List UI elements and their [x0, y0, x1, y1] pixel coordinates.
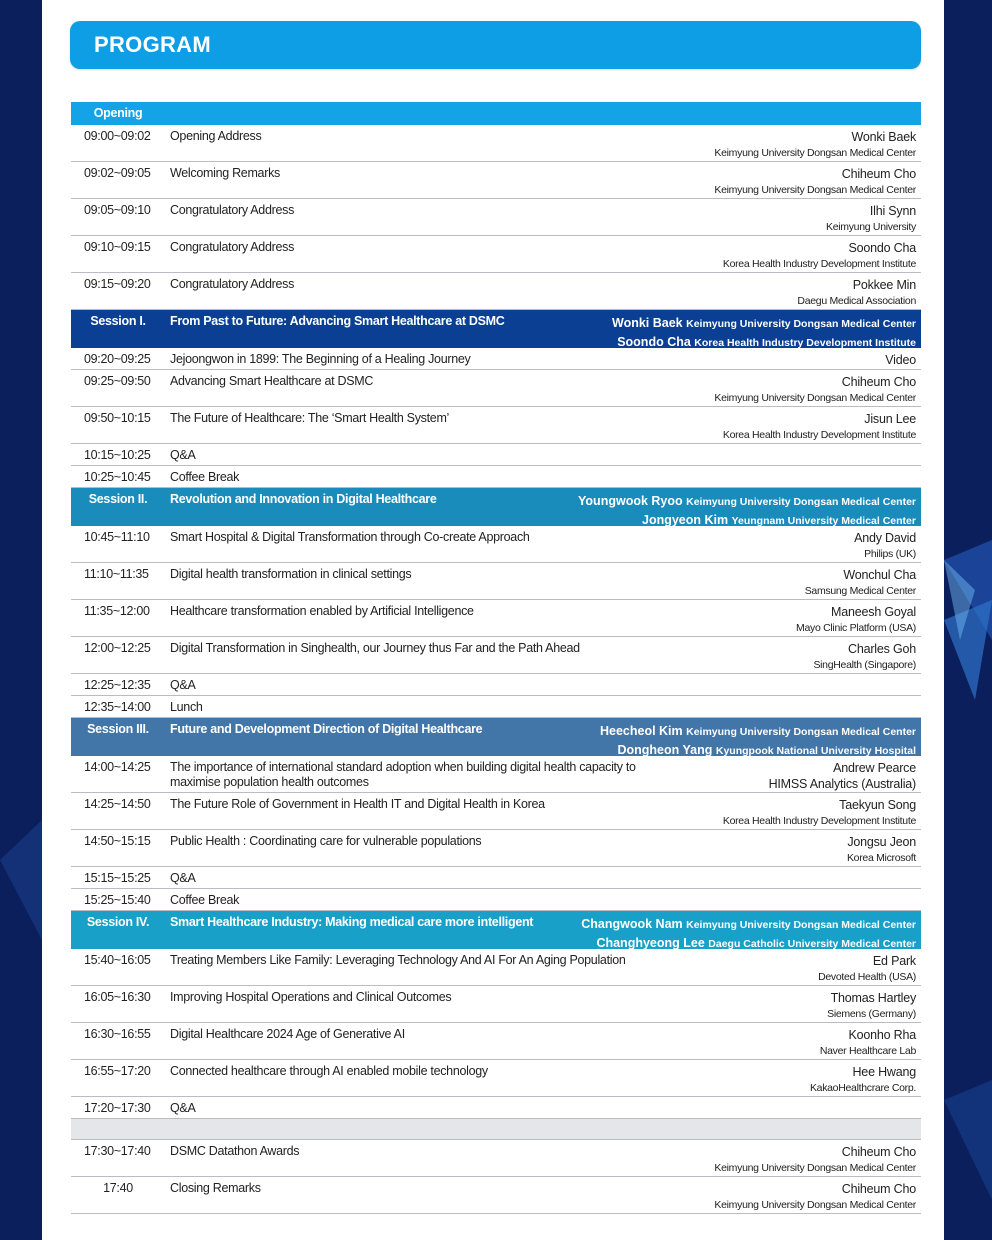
row-time: 16:30~16:55: [84, 1027, 151, 1041]
row-time: 09:20~09:25: [84, 352, 151, 366]
row-title: Q&A: [170, 678, 196, 692]
chair-org: Keimyung University Dongsan Medical Center: [686, 726, 916, 738]
row-speaker: [723, 797, 916, 829]
session-chairs: [578, 492, 916, 530]
row-time: 17:30~17:40: [84, 1144, 151, 1158]
speaker-name: Wonki Baek: [851, 130, 916, 144]
session-title: From Past to Future: Advancing Smart Healthcare at DSMC: [170, 314, 505, 328]
row-time: 17:40: [103, 1181, 133, 1195]
speaker-name: Chiheum Cho: [841, 1182, 916, 1196]
row-title: Public Health : Coordinating care for vulnerable populations: [170, 834, 482, 848]
program-row: [71, 1177, 921, 1214]
program-row: [71, 273, 921, 310]
session-title: Future and Development Direction of Digital Healthcare: [170, 722, 483, 736]
chair-name: Jongyeon Kim: [642, 513, 732, 527]
row-speaker: [827, 990, 916, 1022]
row-speaker: [723, 240, 916, 272]
speaker-name: Chiheum Cho: [841, 375, 916, 389]
row-time: 15:40~16:05: [84, 953, 151, 967]
row-time: 16:55~17:20: [84, 1064, 151, 1078]
row-title: Congratulatory Address: [170, 277, 295, 291]
program-row: [71, 1060, 921, 1097]
speaker-name: Ed Park: [872, 954, 916, 968]
program-row: [71, 949, 921, 986]
speaker-name: Charles Goh: [848, 642, 916, 656]
speaker-org: Daegu Medical Association: [797, 295, 916, 307]
program-row: [71, 407, 921, 444]
row-speaker: [714, 166, 916, 198]
speaker-org: Devoted Health (USA): [818, 971, 916, 983]
program-row: [71, 466, 921, 488]
row-title: Coffee Break: [170, 470, 240, 484]
page-title: PROGRAM: [94, 32, 211, 57]
speaker-org: Korea Microsoft: [846, 852, 916, 864]
row-speaker: [810, 1064, 916, 1096]
row-speaker: [723, 411, 916, 443]
speaker-name: Jisun Lee: [864, 412, 916, 426]
row-title: Lunch: [170, 700, 203, 714]
program-row: [71, 986, 921, 1023]
row-speaker: [813, 641, 916, 673]
chair-org: Yeungnam University Medical Center: [731, 515, 916, 527]
session-header: [71, 488, 921, 526]
row-title: Opening Address: [170, 129, 262, 143]
speaker-name: Wonchul Cha: [843, 568, 916, 582]
row-title: Q&A: [170, 448, 196, 462]
session-title: Smart Healthcare Industry: Making medical care more intelligent: [170, 915, 534, 929]
chair-line: [612, 314, 916, 333]
program-row: [71, 526, 921, 563]
speaker-name: Taekyun Song: [839, 798, 916, 812]
row-title: Digital Transformation in Singhealth, our Journey thus Far and the Path Ahead: [170, 641, 580, 655]
row-speaker: [714, 374, 916, 406]
row-speaker: [796, 604, 916, 636]
chair-org: Kyungpook National University Hospital: [715, 745, 916, 757]
row-time: 17:20~17:30: [84, 1101, 151, 1115]
row-time: 09:10~09:15: [84, 240, 151, 254]
program-row: [71, 199, 921, 236]
speaker-org: Mayo Clinic Platform (USA): [796, 622, 916, 634]
row-time: 16:05~16:30: [84, 990, 151, 1004]
row-title: Q&A: [170, 871, 196, 885]
speaker-name: Chiheum Cho: [841, 167, 916, 181]
speaker-org: Siemens (Germany): [827, 1008, 916, 1020]
chair-org: Korea Health Industry Development Institute: [694, 337, 916, 349]
speaker-org: Keimyung University Dongsan Medical Center: [714, 184, 916, 196]
row-title: Smart Hospital & Digital Transformation through Co-create Approach: [170, 530, 530, 544]
chair-name: Dongheon Yang: [617, 743, 716, 757]
row-time: 10:45~11:10: [84, 530, 150, 544]
row-speaker: [714, 1181, 916, 1213]
row-speaker: [826, 203, 916, 235]
speaker-name: Jongsu Jeon: [847, 835, 916, 849]
session-chairs: [612, 314, 916, 352]
speaker-org: Naver Healthcare Lab: [819, 1045, 916, 1057]
row-title: Coffee Break: [170, 893, 240, 907]
chair-name: Changhyeong Lee: [596, 936, 709, 950]
row-title: Treating Members Like Family: Leveraging Technology And AI For An Aging Population: [170, 953, 626, 967]
speaker-name: Andrew Pearce: [833, 761, 916, 775]
speaker-org: Keimyung University Dongsan Medical Center: [714, 1162, 916, 1174]
speaker-org: KakaoHealthcrare Corp.: [809, 1082, 916, 1094]
chair-line: [600, 722, 916, 741]
speaker-org: HIMSS Analytics (Australia): [768, 777, 916, 791]
program-row: [71, 696, 921, 718]
row-title: DSMC Datathon Awards: [170, 1144, 300, 1158]
program-header: [70, 21, 921, 69]
program-row: [71, 637, 921, 674]
row-time: 14:25~14:50: [84, 797, 151, 811]
program-row: [71, 1023, 921, 1060]
session-header: [71, 911, 921, 949]
row-title: Welcoming Remarks: [170, 166, 280, 180]
row-speaker: [769, 760, 916, 792]
row-time: 14:00~14:25: [84, 760, 151, 774]
chair-name: Youngwook Ryoo: [578, 494, 687, 508]
speaker-name: Thomas Hartley: [830, 991, 916, 1005]
chair-name: Soondo Cha: [617, 335, 695, 349]
speaker-name: Video: [885, 353, 916, 367]
row-time: 09:00~09:02: [84, 129, 151, 143]
row-speaker: [854, 530, 916, 562]
speaker-org: Philips (UK): [864, 548, 916, 560]
program-row: [71, 563, 921, 600]
row-time: 10:25~10:45: [84, 470, 151, 484]
chair-line: [578, 492, 916, 511]
row-speaker: [714, 1144, 916, 1176]
row-speaker: [820, 1027, 916, 1059]
row-title: Digital Healthcare 2024 Age of Generative AI: [170, 1027, 405, 1041]
speaker-name: Pokkee Min: [852, 278, 916, 292]
chair-org: Daegu Catholic University Medical Center: [708, 938, 916, 950]
speaker-name: Ilhi Synn: [869, 204, 916, 218]
row-title: Q&A: [170, 1101, 196, 1115]
row-title: Closing Remarks: [170, 1181, 261, 1195]
chair-org: Keimyung University Dongsan Medical Center: [686, 318, 916, 330]
row-title: Advancing Smart Healthcare at DSMC: [170, 374, 374, 388]
session-title: Revolution and Innovation in Digital Healthcare: [170, 492, 437, 506]
row-title: Connected healthcare through AI enabled mobile technology: [170, 1064, 488, 1078]
program-row: [71, 793, 921, 830]
program-row: [71, 889, 921, 911]
speaker-org: Keimyung University: [826, 221, 916, 233]
program-table: [71, 102, 921, 1214]
session-header: [71, 718, 921, 756]
row-title: Jejoongwon in 1899: The Beginning of a Healing Journey: [170, 352, 471, 366]
speaker-org: Keimyung University Dongsan Medical Center: [714, 392, 916, 404]
chair-org: Keimyung University Dongsan Medical Center: [686, 496, 916, 508]
row-speaker: [714, 129, 916, 161]
program-row: [71, 830, 921, 867]
row-title: The Future Role of Government in Health IT and Digital Health in Korea: [170, 797, 545, 811]
program-row: [71, 236, 921, 273]
session-label: Session II.: [88, 492, 148, 506]
program-row: [71, 756, 921, 793]
row-title: Healthcare transformation enabled by Artificial Intelligence: [170, 604, 474, 618]
program-page: [42, 0, 944, 1240]
row-time: 11:10~11:35: [84, 567, 149, 581]
row-speaker: [818, 953, 916, 985]
program-row: [71, 600, 921, 637]
session-label: Opening: [93, 106, 143, 120]
row-speaker: [847, 834, 916, 866]
row-time: 11:35~12:00: [84, 604, 150, 618]
section-divider: [71, 1119, 921, 1140]
session-header: [71, 102, 921, 125]
row-time: 12:35~14:00: [84, 700, 151, 714]
speaker-org: Samsung Medical Center: [804, 585, 916, 597]
row-title: Congratulatory Address: [170, 240, 295, 254]
program-row: [71, 1097, 921, 1119]
row-title: Improving Hospital Operations and Clinical Outcomes: [170, 990, 452, 1004]
program-row: [71, 125, 921, 162]
row-time: 12:00~12:25: [84, 641, 151, 655]
program-row: [71, 674, 921, 696]
row-speaker: [805, 567, 916, 599]
session-chairs: [581, 915, 916, 953]
speaker-org: Korea Health Industry Development Institute: [722, 429, 916, 441]
speaker-name: Soondo Cha: [848, 241, 916, 255]
session-label: Session III.: [87, 722, 149, 736]
session-chairs: [600, 722, 916, 760]
chair-line: [581, 915, 916, 934]
row-title: The importance of international standard adoption when building digital health capacity to maximise population health outcomes: [170, 760, 636, 789]
program-row: [71, 444, 921, 466]
row-title: The Future of Healthcare: The ‘Smart Health System’: [170, 411, 450, 425]
program-row: [71, 867, 921, 889]
speaker-name: Hee Hwang: [852, 1065, 916, 1079]
row-time: 09:05~09:10: [84, 203, 151, 217]
session-header: [71, 310, 921, 348]
session-label: Session IV.: [86, 915, 150, 929]
speaker-name: Koonho Rha: [848, 1028, 916, 1042]
speaker-org: Korea Health Industry Development Institute: [722, 815, 916, 827]
chair-name: Heecheol Kim: [599, 724, 687, 738]
row-title: Digital health transformation in clinical settings: [170, 567, 412, 581]
row-speaker: [885, 352, 916, 368]
program-row: [71, 1140, 921, 1177]
row-time: 09:25~09:50: [84, 374, 151, 388]
row-time: 12:25~12:35: [84, 678, 151, 692]
speaker-name: Maneesh Goyal: [831, 605, 916, 619]
row-time: 10:15~10:25: [84, 448, 151, 462]
program-row: [71, 370, 921, 407]
speaker-name: Andy David: [854, 531, 916, 545]
speaker-org: SingHealth (Singapore): [813, 659, 916, 671]
row-time: 15:25~15:40: [84, 893, 151, 907]
chair-name: Wonki Baek: [612, 316, 687, 330]
session-label: Session I.: [90, 314, 146, 328]
row-time: 14:50~15:15: [84, 834, 151, 848]
row-time: 09:50~10:15: [84, 411, 151, 425]
row-time: 09:02~09:05: [84, 166, 151, 180]
program-row: [71, 348, 921, 370]
speaker-org: Keimyung University Dongsan Medical Center: [714, 147, 916, 159]
row-time: 15:15~15:25: [84, 871, 151, 885]
row-time: 09:15~09:20: [84, 277, 151, 291]
row-speaker: [797, 277, 916, 309]
row-title: Congratulatory Address: [170, 203, 295, 217]
speaker-org: Keimyung University Dongsan Medical Center: [714, 1199, 916, 1211]
speaker-org: Korea Health Industry Development Institute: [722, 258, 916, 270]
speaker-name: Chiheum Cho: [841, 1145, 916, 1159]
program-row: [71, 162, 921, 199]
chair-name: Changwook Nam: [581, 917, 687, 931]
chair-org: Keimyung University Dongsan Medical Center: [686, 919, 916, 931]
